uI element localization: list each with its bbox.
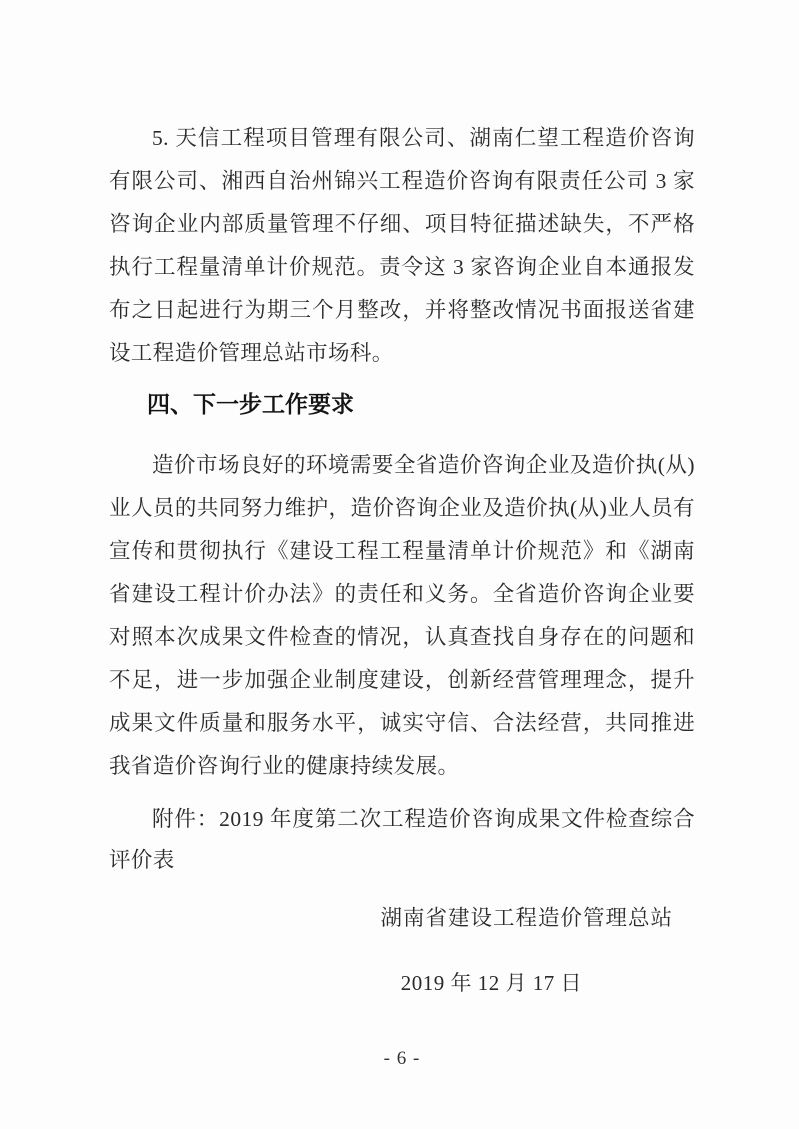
signature-organization: 湖南省建设工程造价管理总站 [380,906,673,930]
attachment-note: 附件：2019 年度第二次工程造价咨询成果文件检查综合评价表 [109,807,695,872]
section-heading-next-steps: 四、下一步工作要求 [147,391,354,417]
paragraph-requirements: 造价市场良好的环境需要全省造价咨询企业及造价执(从)业人员的共同努力维护，造价咨询企业及造价执(从)业人员有宣传和贯彻执行《建设工程工程量清单计价规范》和《湖南省建设工程计价办法》的责任和义务。全省造价咨询企业要对照本次成果文件检查的情况，认真查找自身存在的问题和不足，进一步加强企业制度建设，创新经营管理理念，提升成果文件质量和服务水平，诚实守信、合法经营，共同推进我省造价咨询行业的健康持续发展。 [109,453,695,778]
paragraph-item-5: 5. 天信工程项目管理有限公司、湖南仁望工程造价咨询有限公司、湘西自治州锦兴工程造价咨询有限责任公司 3 家咨询企业内部质量管理不仔细、项目特征描述缺失，不严格执行工程量清单计价规范。责令这 3 家咨询企业自本通报发布之日起进行为期三个月整改，并将整改情况书面报送省建设工程造价管理总站市场科。 [109,126,695,365]
page-number: - 6 - [383,1048,421,1069]
signature-date: 2019 年 12 月 17 日 [400,971,582,995]
